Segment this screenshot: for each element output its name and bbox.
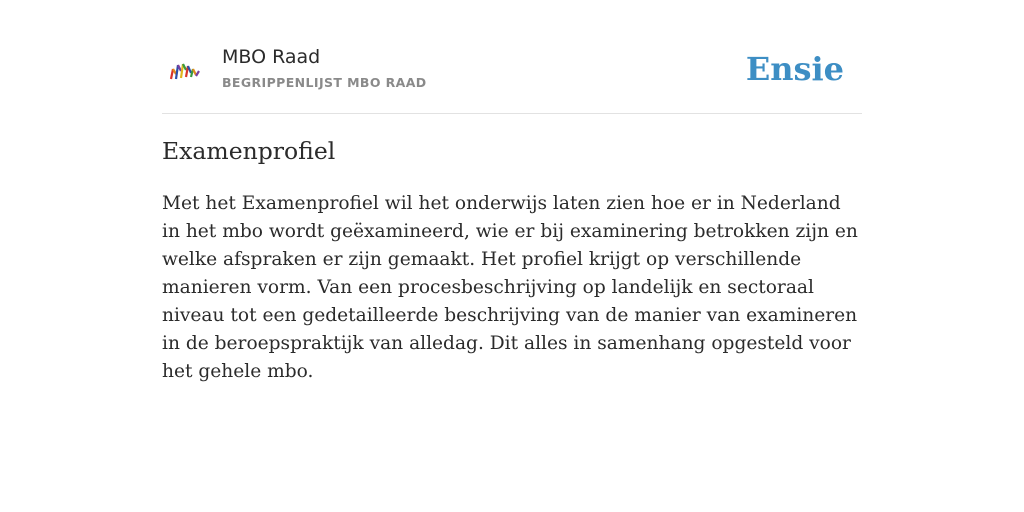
ensie-logo-link[interactable]: Ensie bbox=[745, 50, 844, 88]
glossary-subtitle: BEGRIPPENLIJST MBO RAAD bbox=[222, 75, 427, 90]
term-definition: Met het Examenprofiel wil het onderwijs laten zien hoe er in Nederland in het mbo wordt geëxamineerd, wie er bij examinering betrokken zijn en welke afspraken er zijn gemaakt. Het profiel krijgt op verschillende manieren vorm. Van een procesbeschrijving op landelijk en sectoraal niveau tot een gedetailleerde beschrijving van de manier van examineren in de beroepspraktijk van alledag. Dit alles in samenhang opgesteld voor het gehele mbo. bbox=[162, 193, 858, 382]
organization-name: MBO Raad bbox=[222, 46, 321, 68]
page-header bbox=[162, 40, 862, 114]
term-title: Examenprofiel bbox=[162, 137, 336, 165]
mbo-raad-logo-icon bbox=[168, 60, 202, 82]
